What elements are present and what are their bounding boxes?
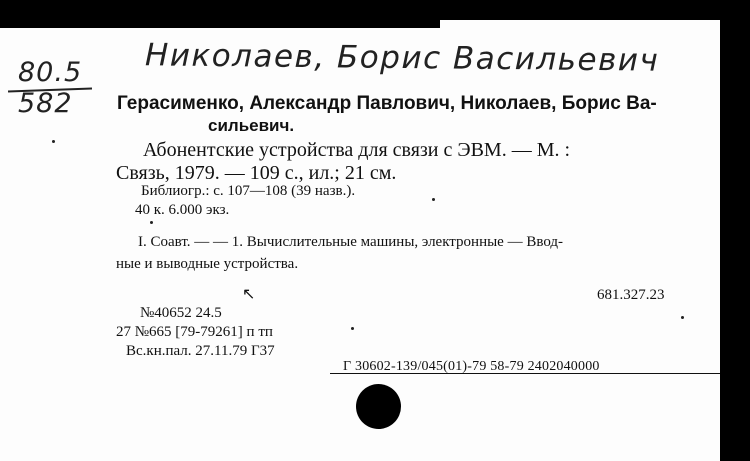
scan-speck — [432, 198, 435, 201]
title-statement: Абонентские устройства для связи с ЭВМ. — М. : — [143, 139, 571, 161]
registry-number: Г 30602-139/045(01)-79 58-79 2402040000 — [343, 359, 600, 374]
handwritten-author: Николаев, Борис Васильевич — [144, 37, 660, 79]
bottom-rule — [330, 373, 720, 374]
author-heading: Герасименко, Александр Павлович, Николаев, Борис Ва- — [117, 93, 657, 114]
udc-classification: 681.327.23 — [597, 287, 665, 303]
shelf-mark-top: 80.5 — [18, 57, 83, 88]
price-and-print-run: 40 к. 6.000 экз. — [135, 202, 230, 218]
registry-line-3: Вс.кн.пал. 27.11.79 Г37 — [126, 343, 275, 359]
registry-line-2: 27 №665 [79-79261] п тп — [116, 324, 273, 340]
scan-speck — [681, 316, 684, 319]
scan-speck — [52, 140, 55, 143]
imprint-statement: Связь, 1979. — 109 с., ил.; 21 см. — [116, 162, 397, 184]
punch-hole — [356, 384, 401, 429]
scan-speck — [351, 327, 354, 330]
right-scan-border — [720, 0, 750, 461]
tracings-line-2: ные и выводные устройства. — [116, 256, 299, 272]
scan-speck — [150, 221, 153, 224]
top-left-scan-border — [0, 0, 440, 28]
caret-mark-icon: ↖ — [242, 284, 256, 303]
shelf-mark-bottom: 582 — [18, 88, 73, 119]
author-heading-continuation: сильевич. — [208, 116, 295, 135]
registry-line-1: №40652 24.5 — [140, 305, 222, 321]
bibliography-note: Библиогр.: с. 107—108 (39 назв.). — [141, 183, 356, 199]
tracings-line-1: I. Соавт. — — 1. Вычислительные машины, электронные — Ввод- — [138, 234, 564, 250]
